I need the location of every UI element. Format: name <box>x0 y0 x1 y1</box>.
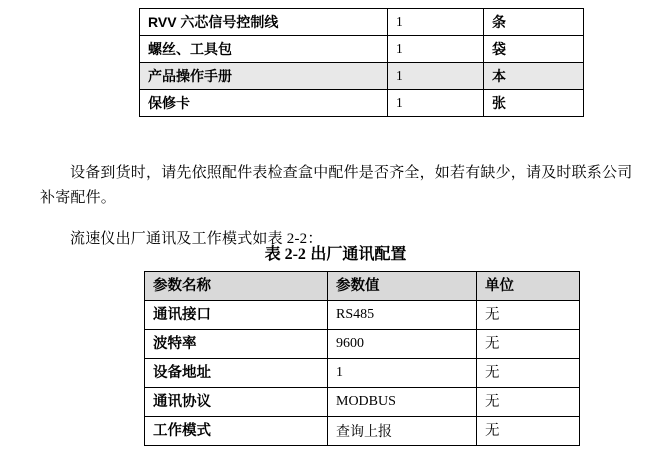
param-value: 1 <box>328 359 477 388</box>
part-name: 产品操作手册 <box>140 63 388 90</box>
column-header-unit: 单位 <box>477 272 580 301</box>
part-name: 保修卡 <box>140 90 388 117</box>
table-caption <box>0 241 671 264</box>
table-row <box>140 9 584 36</box>
part-quantity: 1 <box>388 9 484 36</box>
table-caption-number: 表 2-2 <box>264 246 306 263</box>
part-unit: 袋 <box>484 36 584 63</box>
param-value: MODBUS <box>328 388 477 417</box>
table-row <box>140 90 584 117</box>
table-row <box>140 63 584 90</box>
part-unit: 本 <box>484 63 584 90</box>
param-name: 通讯协议 <box>145 388 328 417</box>
table-row <box>145 301 580 330</box>
paragraph-comm-intro: 流速仪出厂通讯及工作模式如表 2-2： <box>70 231 323 247</box>
param-value: 9600 <box>328 330 477 359</box>
part-unit: 张 <box>484 90 584 117</box>
param-unit: 无 <box>477 301 580 330</box>
table-header-row <box>145 272 580 301</box>
table-row <box>145 417 580 446</box>
table-caption-title: 出厂通讯配置 <box>310 246 407 263</box>
param-name: 设备地址 <box>145 359 328 388</box>
param-name: 波特率 <box>145 330 328 359</box>
table-row <box>145 359 580 388</box>
param-value: 查询上报 <box>328 417 477 446</box>
param-name: 工作模式 <box>145 417 328 446</box>
column-header-param-name: 参数名称 <box>145 272 328 301</box>
param-unit: 无 <box>477 359 580 388</box>
config-table <box>144 271 580 446</box>
param-unit: 无 <box>477 388 580 417</box>
parts-table <box>139 8 584 117</box>
part-name: RVV 六芯信号控制线 <box>140 9 388 36</box>
table-row <box>145 330 580 359</box>
param-unit: 无 <box>477 330 580 359</box>
param-unit: 无 <box>477 417 580 446</box>
param-value: RS485 <box>328 301 477 330</box>
column-header-param-value: 参数值 <box>328 272 477 301</box>
part-quantity: 1 <box>388 63 484 90</box>
part-quantity: 1 <box>388 36 484 63</box>
part-quantity: 1 <box>388 90 484 117</box>
param-name: 通讯接口 <box>145 301 328 330</box>
part-unit: 条 <box>484 9 584 36</box>
table-row <box>145 388 580 417</box>
paragraph-parts-check: 设备到货时，请先依照配件表检查盒中配件是否齐全，如若有缺少，请及时联系公司补寄配件。 <box>40 165 633 206</box>
table-row <box>140 36 584 63</box>
part-name: 螺丝、工具包 <box>140 36 388 63</box>
